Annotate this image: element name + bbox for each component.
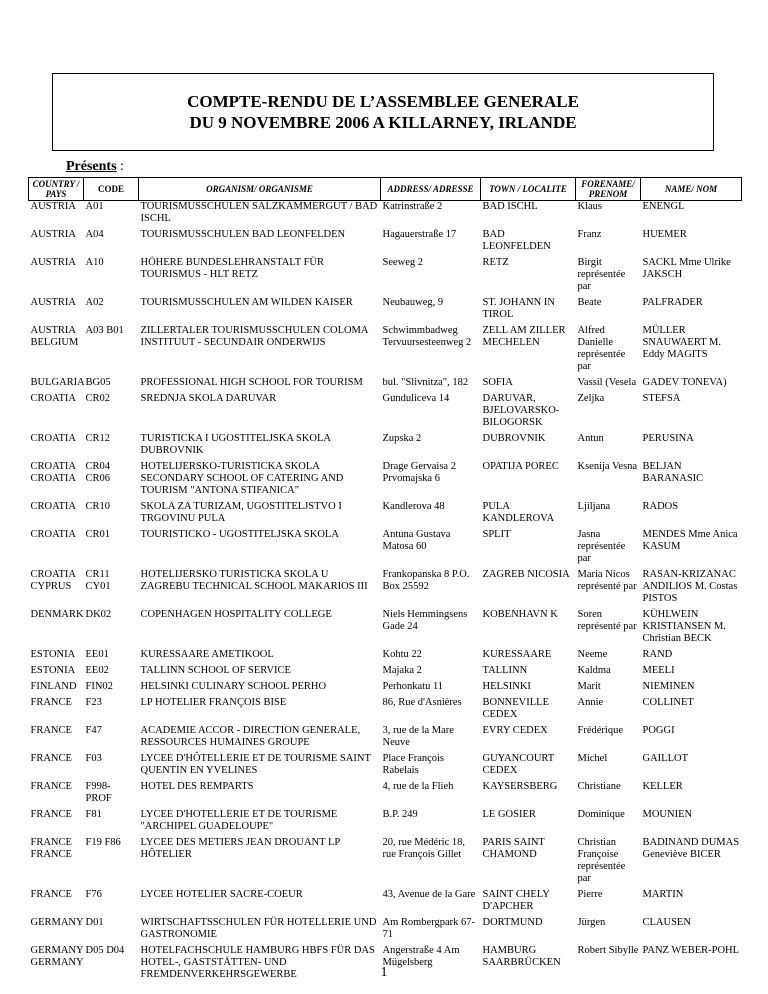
cell-forename: Annie bbox=[577, 697, 604, 708]
cell-country: AUSTRIA bbox=[30, 201, 77, 212]
cell-country: ESTONIA bbox=[30, 649, 76, 660]
cell-forename: Ljiljana bbox=[577, 501, 611, 512]
cell-name: MEELI bbox=[642, 665, 675, 676]
cell-address: B.P. 249 bbox=[382, 809, 418, 820]
cell-country: FRANCE bbox=[30, 725, 72, 736]
table-body bbox=[29, 201, 742, 986]
cell-org: TOURISMUSSCHULEN SALZKAMMERGUT / BAD ISCHL bbox=[140, 201, 378, 224]
cell-name: MENDES Mme Anica KASUM bbox=[642, 529, 738, 552]
cell-forename: Dominique bbox=[577, 809, 625, 820]
cell-country: FRANCE bbox=[30, 753, 72, 764]
cell-org: HOTEL DES REMPARTS bbox=[140, 781, 254, 792]
cell-code: F19 F86 bbox=[85, 837, 121, 848]
cell-org: HÖHERE BUNDESLEHRANSTALT FÜR TOURISMUS - HLT RETZ bbox=[140, 257, 325, 280]
cell-name: MOUNIEN bbox=[642, 809, 693, 820]
cell-name: GAILLOT bbox=[642, 753, 688, 764]
cell-code: EE01 bbox=[85, 649, 109, 660]
cell-code: A01 bbox=[85, 201, 104, 212]
cell-address: Place François Rabelais bbox=[382, 753, 445, 776]
cell-country: FRANCE FRANCE bbox=[30, 837, 72, 860]
cell-name: RAND bbox=[642, 649, 673, 660]
header-name: NAME/ NOM bbox=[641, 178, 742, 201]
cell-org: LYCEE D'HOTELLERIE ET DE TOURISME "ARCHIPEL GUADELOUPE" bbox=[140, 809, 338, 832]
cell-address: 86, Rue d'Asnières bbox=[382, 697, 462, 708]
cell-org: SKOLA ZA TURIZAM, UGOSTITELJSTVO I TRGOVINU PULA bbox=[140, 501, 342, 524]
table-row bbox=[29, 649, 742, 665]
cell-address: bul. "Slivnitza", 182 bbox=[382, 377, 469, 388]
table-header-row bbox=[29, 178, 742, 201]
cell-forename: Klaus bbox=[577, 201, 602, 212]
cell-name: POGGI bbox=[642, 725, 675, 736]
cell-address: Niels Hemmingsens Gade 24 bbox=[382, 609, 468, 632]
cell-forename: Soren représenté par bbox=[577, 609, 637, 632]
cell-org: ZILLERTALER TOURISMUSSCHULEN COLOMA INSTITUUT - SECUNDAIR ONDERWIJS bbox=[140, 325, 368, 348]
header-forename: FORENAME/ PRENOM bbox=[576, 178, 641, 201]
cell-name: NIEMINEN bbox=[642, 681, 695, 692]
cell-town: RETZ bbox=[482, 257, 509, 268]
cell-country: CROATIA bbox=[30, 501, 77, 512]
cell-forename: Antun bbox=[577, 433, 604, 444]
cell-name: MÜLLER SNAUWAERT M. Eddy MAGITS bbox=[642, 325, 722, 360]
cell-country: CROATIA bbox=[30, 433, 77, 444]
cell-name: ENENGL bbox=[642, 201, 685, 212]
cell-org: LYCEE HOTELIER SACRE-COEUR bbox=[140, 889, 303, 900]
cell-country: CROATIA CYPRUS bbox=[30, 569, 76, 592]
cell-town: DUBROVNIK bbox=[482, 433, 546, 444]
cell-address: Neubauweg, 9 bbox=[382, 297, 444, 308]
cell-country: FRANCE bbox=[30, 889, 72, 900]
cell-code: EE02 bbox=[85, 665, 109, 676]
cell-forename: Robert Sibylle bbox=[577, 945, 639, 956]
cell-address: 43, Avenue de la Gare bbox=[382, 889, 476, 900]
cell-code: CR12 bbox=[85, 433, 111, 444]
cell-country: AUSTRIA BELGIUM bbox=[30, 325, 79, 348]
table-row bbox=[29, 809, 742, 837]
header-organism: ORGANISM/ ORGANISME bbox=[139, 178, 381, 201]
table-row bbox=[29, 501, 742, 529]
table-row bbox=[29, 433, 742, 461]
cell-country: CROATIA bbox=[30, 393, 77, 404]
attendees-table bbox=[28, 177, 742, 985]
cell-town: SPLIT bbox=[482, 529, 511, 540]
cell-town: KAYSERSBERG bbox=[482, 781, 558, 792]
cell-forename: Birgit représentée par bbox=[577, 257, 626, 292]
cell-town: PARIS SAINT CHAMOND bbox=[482, 837, 545, 860]
table-row bbox=[29, 529, 742, 569]
cell-address: Drage Gervaisa 2 Prvomajska 6 bbox=[382, 461, 456, 484]
cell-org: HOTELIJERSKO-TURISTICKA SKOLA SECONDARY SCHOOL OF CATERING AND TOURISM "ANTONA STIFANICA" bbox=[140, 461, 344, 496]
cell-town: SOFIA bbox=[482, 377, 513, 388]
cell-forename: Pierre bbox=[577, 889, 603, 900]
cell-forename: Jasna représentée par bbox=[577, 529, 626, 564]
title-line-2: DU 9 NOVEMBRE 2006 A KILLARNEY, IRLANDE bbox=[189, 113, 577, 132]
cell-name: KÜHLWEIN KRISTIANSEN M. Christian BECK bbox=[642, 609, 726, 644]
table-row bbox=[29, 837, 742, 889]
cell-address: Am Rombergpark 67-71 bbox=[382, 917, 476, 940]
cell-country: AUSTRIA bbox=[30, 297, 77, 308]
cell-town: SAINT CHELY D'APCHER bbox=[482, 889, 550, 912]
cell-org: PROFESSIONAL HIGH SCHOOL FOR TOURISM bbox=[140, 377, 363, 388]
cell-country: CROATIA bbox=[30, 529, 77, 540]
cell-address: 3, rue de la Mare Neuve bbox=[382, 725, 454, 748]
cell-org: TOURISTICKO - UGOSTITELJSKA SKOLA bbox=[140, 529, 339, 540]
presents-colon: : bbox=[116, 159, 124, 174]
cell-name: RADOS bbox=[642, 501, 679, 512]
cell-country: FRANCE bbox=[30, 781, 72, 792]
table-row bbox=[29, 569, 742, 609]
cell-forename: Neeme bbox=[577, 649, 608, 660]
cell-address: Zupska 2 bbox=[382, 433, 422, 444]
cell-code: A04 bbox=[85, 229, 104, 240]
title-line-1: COMPTE-RENDU DE L’ASSEMBLEE GENERALE bbox=[187, 92, 579, 111]
cell-org: TOURISMUSSCHULEN AM WILDEN KAISER bbox=[140, 297, 353, 308]
cell-town: KOBENHAVN K bbox=[482, 609, 558, 620]
cell-town: LE GOSIER bbox=[482, 809, 536, 820]
cell-code: CR01 bbox=[85, 529, 111, 540]
cell-code: F47 bbox=[85, 725, 102, 736]
cell-org: TALLINN SCHOOL OF SERVICE bbox=[140, 665, 291, 676]
cell-town: OPATIJA POREC bbox=[482, 461, 559, 472]
cell-code: D01 bbox=[85, 917, 104, 928]
cell-code: CR02 bbox=[85, 393, 111, 404]
cell-name: PANZ WEBER-POHL bbox=[642, 945, 740, 956]
cell-forename: Alfred Danielle représentée par bbox=[577, 325, 626, 372]
presents-label: Présents bbox=[66, 159, 117, 174]
cell-country: CROATIA CROATIA bbox=[30, 461, 77, 484]
cell-town: KURESSAARE bbox=[482, 649, 552, 660]
cell-code: F81 bbox=[85, 809, 102, 820]
cell-town: DARUVAR, BJELOVARSKO-BILOGORSK bbox=[482, 393, 560, 428]
cell-code: A10 bbox=[85, 257, 104, 268]
cell-address: Gunduliceva 14 bbox=[382, 393, 450, 404]
cell-address: Katrinstraße 2 bbox=[382, 201, 443, 212]
table-row bbox=[29, 609, 742, 649]
cell-town: EVRY CEDEX bbox=[482, 725, 548, 736]
table-row bbox=[29, 681, 742, 697]
cell-country: FINLAND bbox=[30, 681, 77, 692]
cell-town: BONNEVILLE CEDEX bbox=[482, 697, 549, 720]
cell-country: GERMANY bbox=[30, 917, 84, 928]
cell-org: WIRTSCHAFTSSCHULEN FÜR HOTELLERIE UND GASTRONOMIE bbox=[140, 917, 377, 940]
cell-town: PULA KANDLEROVA bbox=[482, 501, 555, 524]
cell-code: DK02 bbox=[85, 609, 112, 620]
table-row bbox=[29, 889, 742, 917]
cell-address: Kohtu 22 bbox=[382, 649, 422, 660]
cell-forename: Christian Françoise représentée par bbox=[577, 837, 626, 884]
cell-name: MARTIN bbox=[642, 889, 684, 900]
cell-address: Majaka 2 bbox=[382, 665, 422, 676]
cell-address: Hagauerstraße 17 bbox=[382, 229, 457, 240]
cell-town: TALLINN bbox=[482, 665, 528, 676]
cell-town: BAD ISCHL bbox=[482, 201, 538, 212]
cell-town: GUYANCOURT CEDEX bbox=[482, 753, 555, 776]
cell-address: Antuna Gustava Matosa 60 bbox=[382, 529, 451, 552]
header-country: COUNTRY / PAYS bbox=[29, 178, 84, 201]
cell-town: ZAGREB NICOSIA bbox=[482, 569, 570, 580]
cell-town: HAMBURG SAARBRÜCKEN bbox=[482, 945, 561, 968]
cell-forename: Zeljka bbox=[577, 393, 605, 404]
cell-name: BADINAND DUMAS Geneviève BICER bbox=[642, 837, 740, 860]
cell-code: CR04 CR06 bbox=[85, 461, 111, 484]
cell-code: BG05 bbox=[85, 377, 111, 388]
cell-address: 20, rue Médéric 18, rue François Gillet bbox=[382, 837, 466, 860]
cell-address: Seeweg 2 bbox=[382, 257, 424, 268]
cell-org: HOTELFACHSCHULE HAMBURG HBFS FÜR DAS HOTEL-, GASTSTÄTTEN- UND FREMDENVERKEHRSGEWERBE bbox=[140, 945, 375, 980]
cell-country: FRANCE bbox=[30, 697, 72, 708]
cell-address: Kandlerova 48 bbox=[382, 501, 445, 512]
header-address: ADDRESS/ ADRESSE bbox=[381, 178, 481, 201]
cell-code: D05 D04 bbox=[85, 945, 125, 956]
cell-org: COPENHAGEN HOSPITALITY COLLEGE bbox=[140, 609, 332, 620]
cell-country: DENMARK bbox=[30, 609, 84, 620]
cell-org: LYCEE DES METIERS JEAN DROUANT LP HÔTELIER bbox=[140, 837, 340, 860]
table-row bbox=[29, 753, 742, 781]
cell-forename: Franz bbox=[577, 229, 602, 240]
cell-forename: Michel bbox=[577, 753, 608, 764]
title-box bbox=[52, 73, 714, 151]
cell-name: SACKL Mme Ulrike JAKSCH bbox=[642, 257, 731, 280]
cell-code: CR10 bbox=[85, 501, 111, 512]
cell-code: F23 bbox=[85, 697, 102, 708]
table-row bbox=[29, 461, 742, 501]
table-row bbox=[29, 393, 742, 433]
cell-name: GADEV TONEVA) bbox=[642, 377, 727, 388]
cell-country: BULGARIA bbox=[30, 377, 85, 388]
cell-forename: Vassil (Vesela bbox=[577, 377, 637, 388]
table-row bbox=[29, 917, 742, 945]
cell-country: FRANCE bbox=[30, 809, 72, 820]
cell-forename: Frédérique bbox=[577, 725, 623, 736]
table-row bbox=[29, 377, 742, 393]
cell-code: F998-PROF bbox=[85, 781, 112, 804]
cell-forename: Jürgen bbox=[577, 917, 606, 928]
cell-address: Angerstraße 4 Am Mügelsberg bbox=[382, 945, 460, 968]
table-row bbox=[29, 325, 742, 377]
cell-name: PALFRADER bbox=[642, 297, 703, 308]
cell-name: BELJAN BARANASIC bbox=[642, 461, 704, 484]
cell-code: F76 bbox=[85, 889, 102, 900]
cell-org: HELSINKI CULINARY SCHOOL PERHO bbox=[140, 681, 327, 692]
cell-country: ESTONIA bbox=[30, 665, 76, 676]
cell-code: FIN02 bbox=[85, 681, 113, 692]
page-number: 1 bbox=[380, 965, 388, 980]
cell-name: RASAN-KRIZANAC ANDILIOS M. Costas PISTOS bbox=[642, 569, 738, 604]
cell-address: Schwimmbadweg Tervuursesteenweg 2 bbox=[382, 325, 472, 348]
table-row bbox=[29, 257, 742, 297]
table-row bbox=[29, 725, 742, 753]
cell-name: COLLINET bbox=[642, 697, 694, 708]
presents-heading bbox=[66, 159, 124, 175]
cell-forename: Maria Nicos représenté par bbox=[577, 569, 637, 592]
cell-code: A03 B01 bbox=[85, 325, 124, 336]
cell-org: KURESSAARE AMETIKOOL bbox=[140, 649, 274, 660]
cell-country: AUSTRIA bbox=[30, 257, 77, 268]
cell-name: STEFSA bbox=[642, 393, 681, 404]
cell-forename: Marit bbox=[577, 681, 601, 692]
cell-forename: Kaldma bbox=[577, 665, 611, 676]
table-row bbox=[29, 201, 742, 230]
header-town: TOWN / LOCALITE bbox=[481, 178, 576, 201]
cell-org: TOURISMUSSCHULEN BAD LEONFELDEN bbox=[140, 229, 346, 240]
cell-address: 4, rue de la Flieh bbox=[382, 781, 454, 792]
cell-address: Frankopanska 8 P.O. Box 25592 bbox=[382, 569, 470, 592]
cell-country: GERMANY GERMANY bbox=[30, 945, 84, 968]
cell-org: TURISTICKA I UGOSTITELJSKA SKOLA DUBROVNIK bbox=[140, 433, 331, 456]
cell-org: HOTELIJERSKO TURISTICKA SKOLA U ZAGREBU TECHNICAL SCHOOL MAKARIOS III bbox=[140, 569, 368, 592]
cell-address: Perhonkatu 11 bbox=[382, 681, 444, 692]
table-row bbox=[29, 229, 742, 257]
header-code: CODE bbox=[84, 178, 139, 201]
cell-town: ZELL AM ZILLER MECHELEN bbox=[482, 325, 566, 348]
table-row bbox=[29, 297, 742, 325]
cell-country: AUSTRIA bbox=[30, 229, 77, 240]
cell-org: ACADEMIE ACCOR - DIRECTION GENERALE, RESSOURCES HUMAINES GROUPE bbox=[140, 725, 361, 748]
cell-code: A02 bbox=[85, 297, 104, 308]
cell-forename: Christiane bbox=[577, 781, 621, 792]
cell-name: CLAUSEN bbox=[642, 917, 691, 928]
cell-code: CR11 CY01 bbox=[85, 569, 111, 592]
cell-forename: Beate bbox=[577, 297, 602, 308]
cell-town: DORTMUND bbox=[482, 917, 543, 928]
cell-code: F03 bbox=[85, 753, 102, 764]
table-row bbox=[29, 781, 742, 809]
cell-town: ST. JOHANN IN TIROL bbox=[482, 297, 555, 320]
cell-org: SREDNJA SKOLA DARUVAR bbox=[140, 393, 277, 404]
table-row bbox=[29, 665, 742, 681]
cell-org: LP HOTELIER FRANÇOIS BISE bbox=[140, 697, 287, 708]
table-row bbox=[29, 697, 742, 725]
cell-org: LYCEE D'HÔTELLERIE ET DE TOURISME SAINT QUENTIN EN YVELINES bbox=[140, 753, 371, 776]
cell-forename: Ksenija Vesna bbox=[577, 461, 638, 472]
cell-town: HELSINKI bbox=[482, 681, 531, 692]
cell-town: BAD LEONFELDEN bbox=[482, 229, 551, 252]
cell-name: HUEMER bbox=[642, 229, 687, 240]
cell-name: PERUSINA bbox=[642, 433, 694, 444]
cell-name: KELLER bbox=[642, 781, 683, 792]
